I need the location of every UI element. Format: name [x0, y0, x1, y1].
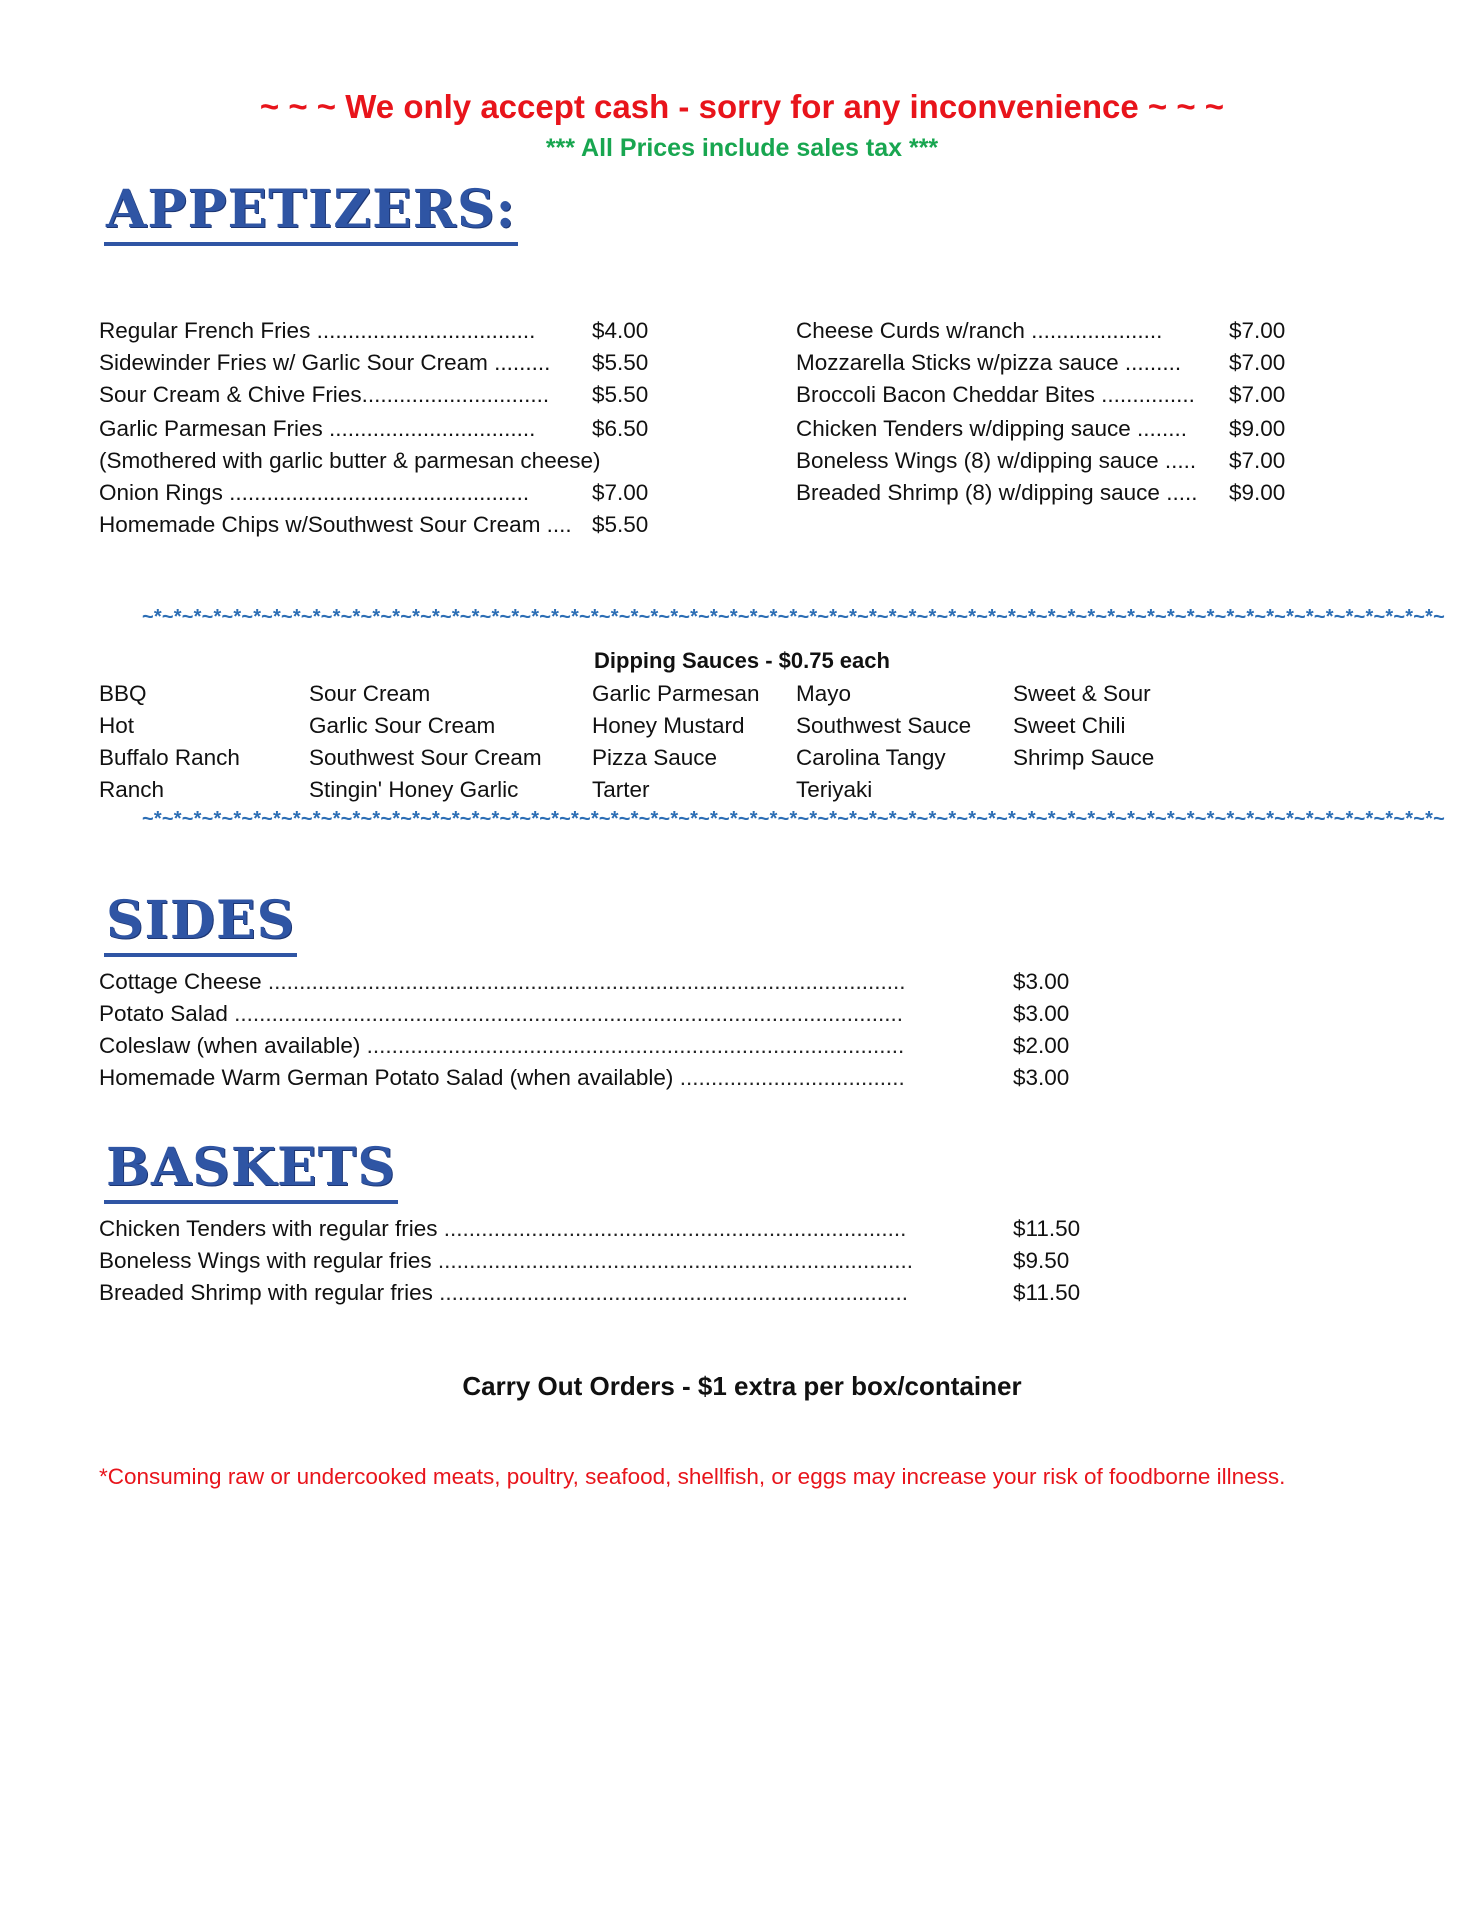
- sauce-item: Tarter: [592, 777, 650, 802]
- side-price: $3.00: [1013, 1001, 1070, 1026]
- appetizer-item: [99, 509, 572, 541]
- appetizer-price: $7.00: [1229, 382, 1286, 407]
- basket-item: [99, 1245, 913, 1277]
- leader-dots: ..........................................................................: [443, 1216, 907, 1241]
- appetizer-price: $5.50: [592, 382, 649, 407]
- side-item: [99, 1062, 905, 1094]
- side-price: $3.00: [1013, 1065, 1070, 1090]
- leader-dots: ....................................: [679, 1065, 905, 1090]
- basket-item: [99, 1277, 908, 1309]
- appetizer-item: Cheese Curds w/ranch .....................: [796, 318, 1163, 343]
- sauce-item: Garlic Sour Cream: [309, 713, 496, 738]
- side-item: [99, 1030, 904, 1062]
- item-name: Homemade Chips w/Southwest Sour Cream ....: [99, 512, 572, 537]
- sides-heading: SIDES: [104, 891, 297, 957]
- item-name: Onion Rings ................................................: [99, 480, 530, 505]
- leader-dots: ...........................................................................: [439, 1280, 909, 1305]
- appetizers-heading: APPETIZERS:: [104, 180, 518, 246]
- baskets-heading: BASKETS: [104, 1138, 398, 1204]
- item-name: Potato Salad: [99, 1001, 228, 1026]
- item-name: Sidewinder Fries w/ Garlic Sour Cream .........: [99, 350, 551, 375]
- dipping-sauces-title: Dipping Sauces - $0.75 each: [594, 648, 890, 673]
- appetizer-price: $7.00: [1229, 448, 1286, 473]
- item-name: Regular French Fries ...................................: [99, 318, 536, 343]
- appetizer-item: Mozzarella Sticks w/pizza sauce .........: [796, 350, 1182, 375]
- sauce-item: Teriyaki: [796, 777, 873, 802]
- appetizer-item: Broccoli Bacon Cheddar Bites ...............: [796, 382, 1195, 407]
- leader-dots: ...........................................................................................................: [234, 1001, 904, 1026]
- appetizer-item: [99, 379, 549, 411]
- item-name: Cottage Cheese: [99, 969, 262, 994]
- side-item: [99, 966, 906, 998]
- sauce-item: Stingin' Honey Garlic: [309, 777, 519, 802]
- sauce-item: Hot: [99, 713, 135, 738]
- appetizer-price: $6.50: [592, 416, 649, 441]
- item-name: Homemade Warm German Potato Salad (when available): [99, 1065, 674, 1090]
- side-price: $3.00: [1013, 969, 1070, 994]
- sales-tax-notice: *** All Prices include sales tax ***: [545, 134, 939, 162]
- sauce-item: Southwest Sauce: [796, 713, 972, 738]
- sauce-item: Sweet & Sour: [1013, 681, 1151, 706]
- sauce-item: Sweet Chili: [1013, 713, 1126, 738]
- side-price: $2.00: [1013, 1033, 1070, 1058]
- appetizer-item: [99, 477, 529, 509]
- appetizer-price: $5.50: [592, 350, 649, 375]
- appetizer-price: $9.00: [1229, 416, 1286, 441]
- item-name: Boneless Wings with regular fries: [99, 1248, 432, 1273]
- sauce-item: Ranch: [99, 777, 165, 802]
- item-name: Coleslaw (when available): [99, 1033, 361, 1058]
- basket-price: $11.50: [1013, 1280, 1081, 1305]
- basket-price: $11.50: [1013, 1216, 1081, 1241]
- basket-price: $9.50: [1013, 1248, 1070, 1273]
- appetizer-price: $9.00: [1229, 480, 1286, 505]
- appetizer-item: Boneless Wings (8) w/dipping sauce .....: [796, 448, 1197, 473]
- appetizer-item: [99, 413, 535, 445]
- appetizer-note: [99, 445, 600, 477]
- sauce-item: Honey Mustard: [592, 713, 745, 738]
- food-safety-disclaimer: *Consuming raw or undercooked meats, poultry, seafood, shellfish, or eggs may increase your risk of foodborne illness.: [99, 1464, 1286, 1489]
- cash-only-notice: ~ ~ ~ We only accept cash - sorry for any inconvenience ~ ~ ~: [259, 88, 1225, 125]
- item-name: Breaded Shrimp with regular fries: [99, 1280, 433, 1305]
- item-name: Chicken Tenders with regular fries: [99, 1216, 438, 1241]
- sauce-item: Sour Cream: [309, 681, 431, 706]
- decorative-divider-bottom: ~*~*~*~*~*~*~*~*~*~*~*~*~*~*~*~*~*~*~*~*~*~*~*~*~*~*~*~*~*~*~*~*~*~*~*~*~*~*~*~*~*~*~*~*~*~*~*~*~*~*~*~*~*~*~*~*~*~*~*~*~*~*~*~*~*~: [142, 808, 1445, 830]
- basket-item: [99, 1213, 906, 1245]
- appetizer-price: $7.00: [592, 480, 649, 505]
- appetizer-price: $4.00: [592, 318, 649, 343]
- sauce-item: Garlic Parmesan: [592, 681, 760, 706]
- sauce-item: Pizza Sauce: [592, 745, 718, 770]
- item-note: (Smothered with garlic butter & parmesan cheese): [99, 448, 601, 473]
- item-name: Sour Cream & Chive Fries..............................: [99, 382, 550, 407]
- appetizer-item: [99, 315, 535, 347]
- leader-dots: ............................................................................: [437, 1248, 913, 1273]
- sauce-item: BBQ: [99, 681, 147, 706]
- appetizer-price: $7.00: [1229, 318, 1286, 343]
- sauce-item: Southwest Sour Cream: [309, 745, 542, 770]
- carry-out-notice: Carry Out Orders - $1 extra per box/container: [462, 1371, 1022, 1401]
- sauce-item: Buffalo Ranch: [99, 745, 240, 770]
- appetizer-price: $5.50: [592, 512, 649, 537]
- leader-dots: ......................................................................................: [366, 1033, 905, 1058]
- leader-dots: ......................................................................................................: [267, 969, 906, 994]
- appetizer-item: Breaded Shrimp (8) w/dipping sauce .....: [796, 480, 1198, 505]
- side-item: [99, 998, 903, 1030]
- sauce-item: Carolina Tangy: [796, 745, 946, 770]
- sauce-item: Shrimp Sauce: [1013, 745, 1155, 770]
- appetizer-price: $7.00: [1229, 350, 1286, 375]
- item-name: Garlic Parmesan Fries .................................: [99, 416, 536, 441]
- appetizer-item: [99, 347, 550, 379]
- appetizer-item: Chicken Tenders w/dipping sauce ........: [796, 416, 1188, 441]
- sauce-item: Mayo: [796, 681, 852, 706]
- decorative-divider-top: ~*~*~*~*~*~*~*~*~*~*~*~*~*~*~*~*~*~*~*~*~*~*~*~*~*~*~*~*~*~*~*~*~*~*~*~*~*~*~*~*~*~*~*~*~*~*~*~*~*~*~*~*~*~*~*~*~*~*~*~*~*~*~*~*~*~: [142, 606, 1445, 628]
